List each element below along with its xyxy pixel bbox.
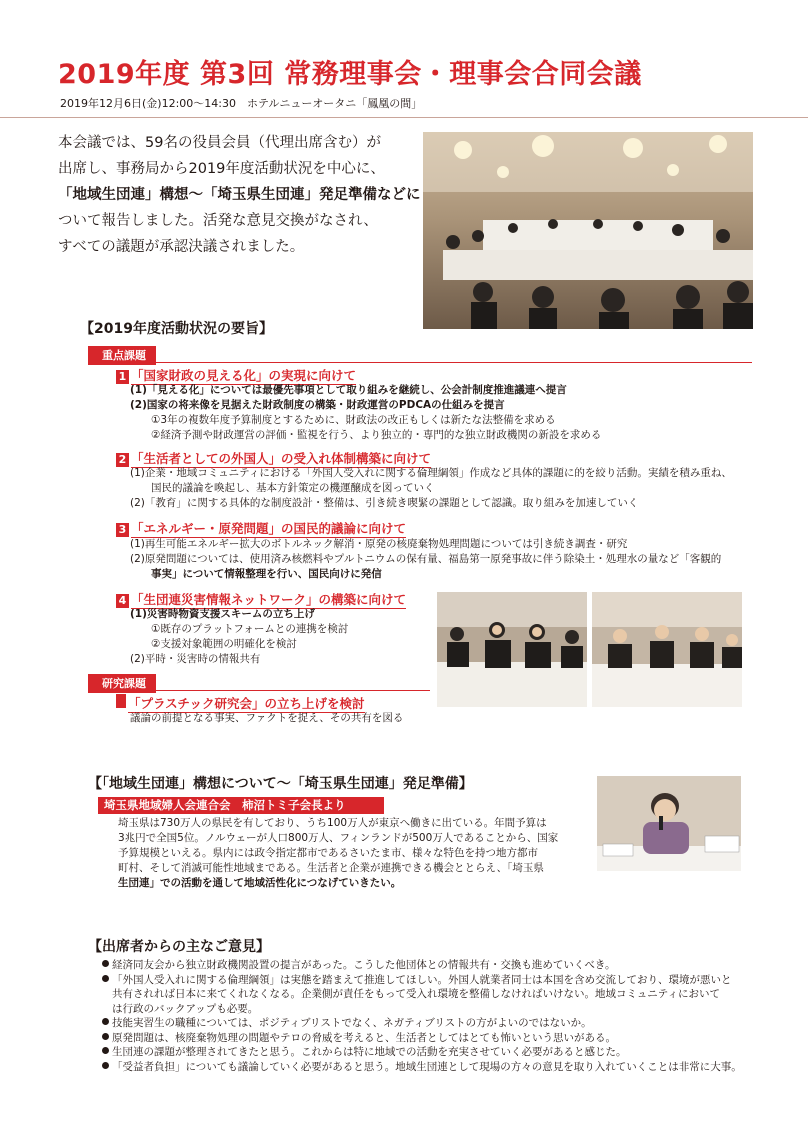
regional-heading: 【「地域生団連」構想について〜「埼玉県生団連」発足準備】: [88, 776, 473, 792]
opinion-item-continued: は行政のバックアップも必要。: [112, 1002, 259, 1015]
header-rule: [0, 117, 808, 118]
item-3-title: [116, 519, 406, 537]
bullet-icon: [102, 1062, 109, 1069]
item-line: 事実」について情報整理を行い、国民向けに発信: [130, 568, 382, 580]
opinion-item: 経済同友会から独立財政機関設置の提言があった。こうした他団体との情報共有・交換も進めていくべき。: [102, 958, 762, 973]
opinion-item: 原発問題は、核廃棄物処理の問題やテロの脅威を考えると、生活者としてはとても怖いという思いがある。: [102, 1031, 762, 1046]
remark-line: 生団連」での活動を通して地域活性化につなげていきたい。: [118, 877, 402, 889]
opinion-item: 「外国人受入れに関する倫理綱領」は実態を踏まえて推進してほしい。外国人就業者同士は本国を含め交流しており、環境が悪いと: [102, 973, 762, 988]
item-2-title: [116, 449, 431, 467]
speaker-label: 埼玉県地域婦人会連合会 柿沼トミ子会長より: [98, 797, 384, 814]
bullet-icon: [102, 1033, 109, 1040]
intro-text: [58, 130, 421, 260]
item-3-title-text: 「エネルギー・原発問題」の国民的議論に向けて: [131, 521, 407, 536]
opinion-item: 生団連の課題が整理されてきたと思う。これからは特に地域での活動を充実させていく必要があると感じた。: [102, 1045, 762, 1060]
item-2-number: 2: [116, 453, 129, 467]
bullet-icon: [102, 975, 109, 982]
item-line: ①3年の複数年度予算制度とするために、財政法の改正もしくは新たな法整備を求める: [130, 414, 556, 426]
opinion-item: 技能実習生の職種については、ポジティブリストでなく、ネガティブリストの方がよいのではないか。: [102, 1016, 762, 1031]
research-line: 議論の前提となる事実、ファクトを捉え、その共有を図る: [130, 712, 404, 724]
item-line: (1)企業・地域コミュニティにおける「外国人受入れに関する倫理綱領」作成など具体的課題に的を絞り活動。実績を積み重ね、: [130, 467, 732, 479]
opinions-list: [102, 958, 762, 1074]
research-title-text: 「プラスチック研究会」の立ち上げを検討: [128, 696, 365, 711]
item-4-title-text: 「生団連災害情報ネットワーク」の構築に向けて: [131, 592, 407, 607]
item-line: (1)「見える化」については最優先事項として取り組みを継続し、公会計制度推進議連へ提言: [130, 384, 567, 396]
research-title: [116, 694, 365, 712]
research-rule: [88, 690, 430, 691]
item-line: (2)「教育」に関する具体的な制度設計・整備は、引き続き喫緊の課題として認識。取り組みを加速していく: [130, 497, 639, 509]
meeting-photo-left: [437, 592, 587, 707]
item-line: (2)国家の将来像を見据えた財政制度の構築・財政運営のPDCAの仕組みを提言: [130, 399, 505, 411]
speaker-remarks: [118, 816, 590, 891]
intro-line: 本会議では、59名の役員会員（代理出席含む）が: [58, 135, 381, 151]
opinion-item-continued: 共有されれば日本に来てくれなくなる。企業側が責任をもって受入れ環境を整備しなければいけない。地域コミュニティにおいて: [112, 988, 720, 1000]
bullet-icon: [102, 1047, 109, 1054]
speaker-photo: [597, 776, 741, 871]
item-4-title: [116, 590, 406, 608]
item-line: (1)災害時物資支援スキームの立ち上げ: [130, 608, 315, 620]
intro-line: 出席し、事務局から2019年度活動状況を中心に、: [58, 161, 385, 177]
item-line: ①既存のプラットフォームとの連携を検討: [130, 623, 349, 635]
item-4-number: 4: [116, 594, 129, 608]
item-1-title-text: 「国家財政の見える化」の実現に向けて: [131, 368, 357, 383]
item-1-number: 1: [116, 370, 129, 384]
meeting-hall-photo: [423, 132, 753, 329]
meeting-date-venue: 2019年12月6日(金)12:00〜14:30 ホテルニューオータニ「鳳凰の間」: [60, 97, 423, 110]
item-4-body: [130, 607, 348, 667]
item-1-title: [116, 366, 356, 384]
priority-tag: 重点課題: [88, 346, 156, 365]
item-line: (2)平時・災害時の情報共有: [130, 653, 261, 665]
priority-rule: [88, 362, 752, 363]
page-title: 2019年度 第3回 常務理事会・理事会合同会議: [58, 59, 642, 90]
item-1-body: [130, 383, 601, 443]
bullet-icon: [102, 1018, 109, 1025]
intro-line: ついて報告しました。活発な意見交換がなされ、: [58, 213, 378, 229]
item-line: 国民的議論を喚起し、基本方針策定の機運醸成を図っていく: [130, 482, 435, 494]
opinions-heading: 【出席者からの主なご意見】: [88, 939, 270, 955]
meeting-photo-right: [592, 592, 742, 707]
intro-line: すべての議題が承認決議されました。: [58, 239, 305, 255]
remark-line: 予算規模といえる。県内には政令指定都市であるさいたま市、様々な特色を持つ地方都市: [118, 847, 538, 859]
item-line: (2)原発問題については、使用済み核燃料やプルトニウムの保有量、福島第一原発事故に伴う除染土・処理水の量など「客観的: [130, 553, 722, 565]
item-line: (1)再生可能エネルギー拡大のボトルネック解消・原発の核廃棄物処理問題については引き続き調査・研究: [130, 538, 628, 550]
item-3-body: [130, 537, 721, 582]
research-marker: [116, 694, 126, 708]
research-tag: 研究課題: [88, 674, 156, 693]
remark-line: 3兆円で全国5位。ノルウェーが人口800万人、フィンランドが500万人であることから、国家: [118, 832, 559, 844]
item-line: ②支援対象範囲の明確化を検討: [130, 638, 297, 650]
intro-line: 「地域生団連」構想〜「埼玉県生団連」発足準備などに: [58, 187, 421, 203]
remark-line: 町村、そして消滅可能性地域まである。生活者と企業が連携できる機会ととらえ、「埼玉県: [118, 862, 544, 874]
item-line: ②経済予測や財政運営の評価・監視を行う、より独立的・専門的な独立財政機関の新設を求める: [130, 429, 602, 441]
summary-heading: 【2019年度活動状況の要旨】: [80, 321, 273, 337]
opinion-item: 「受益者負担」についても議論していく必要があると思う。地域生団連として現場の方々の意見を取り入れていくことは非常に大事。: [102, 1060, 762, 1075]
item-2-title-text: 「生活者としての外国人」の受入れ体制構築に向けて: [131, 451, 432, 466]
remark-line: 埼玉県は730万人の県民を有しており、うち100万人が東京へ働きに出ている。年間予算は: [118, 817, 547, 829]
item-2-body: [130, 466, 732, 511]
item-3-number: 3: [116, 523, 129, 537]
bullet-icon: [102, 960, 109, 967]
